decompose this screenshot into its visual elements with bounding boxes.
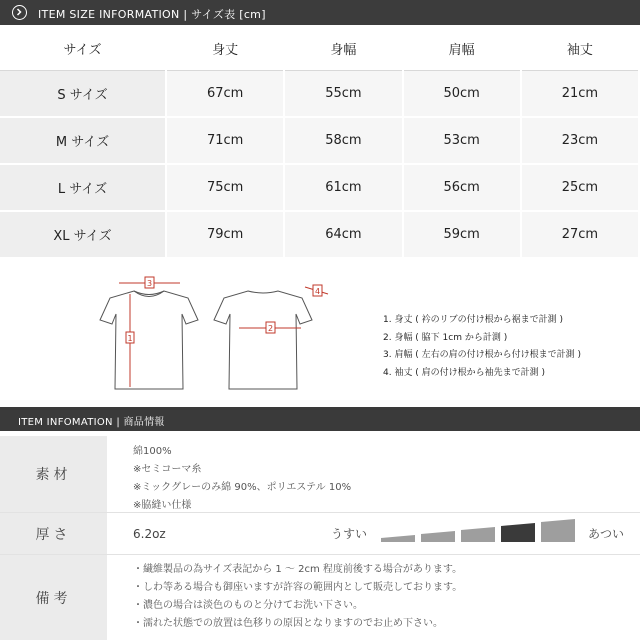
material-value [133, 442, 351, 514]
length-cell: 79cm [166, 211, 284, 258]
shoulder-cell: 50cm [403, 70, 521, 117]
marker-2 [266, 322, 275, 333]
svg-text:4: 4 [314, 287, 321, 296]
size-table [0, 27, 640, 259]
material-row [0, 436, 640, 513]
thickness-bar [461, 527, 495, 542]
thickness-thick-label: あつい [588, 527, 625, 541]
marker-4 [313, 285, 322, 296]
size-label: XL サイズ [0, 211, 166, 258]
thickness-label: 厚さ [0, 513, 107, 554]
chevron-right-icon [12, 5, 27, 20]
material-label: 素材 [0, 436, 107, 512]
tshirt-front-outline [100, 291, 198, 389]
measurement-notes [383, 312, 581, 382]
width-cell: 58cm [284, 117, 402, 164]
thickness-bar [541, 519, 575, 542]
table-row [0, 70, 639, 117]
material-line: ※セミコーマ糸 [133, 464, 202, 475]
tshirt-diagram [85, 272, 345, 400]
length-cell: 67cm [166, 70, 284, 117]
table-row [0, 164, 639, 211]
table-row [0, 117, 639, 164]
remark-line: ・繊維製品の為サイズ表記から 1 ～ 2cm 程度前後する場合があります。 [133, 564, 463, 575]
remarks-row [0, 555, 640, 640]
size-label: S サイズ [0, 70, 166, 117]
size-label: M サイズ [0, 117, 166, 164]
table-header-row [0, 27, 639, 70]
thickness-value: 6.2oz [133, 527, 166, 541]
material-line: ※脇縫い仕様 [133, 500, 192, 511]
length-cell: 75cm [166, 164, 284, 211]
thickness-bar [501, 523, 535, 542]
info-section-header [0, 407, 640, 431]
column-header: 身丈 [166, 27, 284, 70]
svg-text:3: 3 [146, 279, 153, 288]
shoulder-cell: 59cm [403, 211, 521, 258]
sleeve-cell: 21cm [521, 70, 639, 117]
remark-line: ・濃色の場合は淡色のものと分けてお洗い下さい。 [133, 600, 363, 611]
measurement-note: 2. 身幅 ( 脇下 1cm から計測 ) [383, 332, 508, 343]
marker-3 [145, 277, 154, 288]
thickness-row [0, 513, 640, 555]
thickness-bar [421, 531, 455, 542]
thickness-bar [381, 535, 415, 542]
marker-1 [126, 332, 134, 343]
width-cell: 64cm [284, 211, 402, 258]
measurement-note: 4. 袖丈 ( 肩の付け根から袖先まで計測 ) [383, 367, 546, 378]
width-cell: 55cm [284, 70, 402, 117]
size-label: L サイズ [0, 164, 166, 211]
svg-text:2: 2 [267, 324, 274, 333]
column-header: サイズ [0, 27, 166, 70]
thickness-thin-label: うすい [331, 527, 368, 541]
column-header: 肩幅 [403, 27, 521, 70]
sleeve-cell: 27cm [521, 211, 639, 258]
remark-line: ・濡れた状態での放置は色移りの原因となりますのでお止め下さい。 [133, 618, 443, 629]
column-header: 身幅 [284, 27, 402, 70]
remark-line: ・しわ等ある場合も御座いますが許容の範囲内として販売しております。 [133, 582, 463, 593]
width-cell: 61cm [284, 164, 402, 211]
remarks-value [133, 560, 462, 632]
sleeve-cell: 25cm [521, 164, 639, 211]
remarks-label: 備考 [0, 555, 107, 640]
size-section-header [0, 0, 640, 25]
measurement-note: 3. 肩幅 ( 左右の肩の付け根から付け根まで計測 ) [383, 350, 582, 360]
svg-text:1: 1 [127, 334, 133, 343]
tshirt-back-outline [214, 291, 312, 389]
material-line: 綿100% [133, 446, 172, 457]
length-cell: 71cm [166, 117, 284, 164]
column-header: 袖丈 [521, 27, 639, 70]
material-line: ※ミックグレーのみ綿 90%、ポリエステル 10% [133, 482, 352, 493]
info-section-title: ITEM INFOMATION | 商品情報 [18, 417, 165, 428]
shoulder-cell: 56cm [403, 164, 521, 211]
shoulder-cell: 53cm [403, 117, 521, 164]
size-section-title: ITEM SIZE INFORMATION | サイズ表 [cm] [38, 8, 266, 21]
sleeve-cell: 23cm [521, 117, 639, 164]
measurement-note: 1. 身丈 ( 衿のリブの付け根から裾まで計測 ) [383, 315, 564, 325]
table-row [0, 211, 639, 258]
